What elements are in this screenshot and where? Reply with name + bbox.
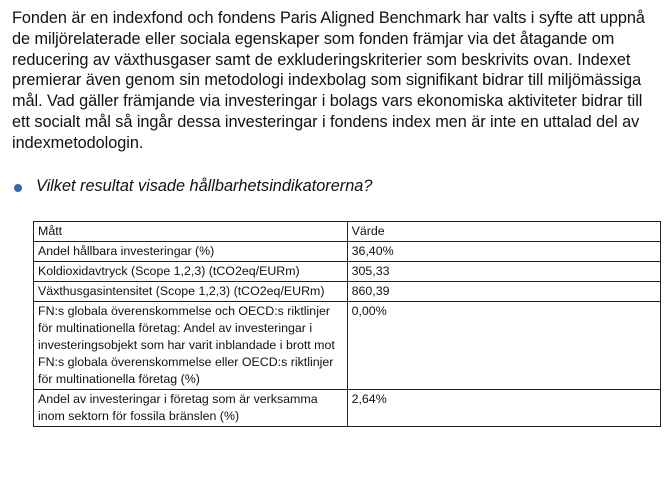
question-text: Vilket resultat visade hållbarhetsindikatorerna? bbox=[36, 177, 373, 195]
bullet-icon bbox=[14, 184, 22, 192]
cell-measure: Växthusgasintensitet (Scope 1,2,3) (tCO2eq/EURm) bbox=[34, 282, 348, 302]
question-heading bbox=[8, 176, 658, 196]
cell-value: 2,64% bbox=[347, 390, 660, 427]
header-value: Värde bbox=[347, 222, 660, 242]
cell-value: 0,00% bbox=[347, 302, 660, 390]
cell-measure: Koldioxidavtryck (Scope 1,2,3) (tCO2eq/EURm) bbox=[34, 262, 348, 282]
intro-paragraph: Fonden är en indexfond och fondens Paris Aligned Benchmark har valts i syfte att uppnå de miljörelaterade eller sociala egenskaper som fonden främjar via det åtagande om reducering av växthusgaser samt de exkluderingskriterier som beskrivits ovan. Indexet premierar även genom sin metodologi indexbolag som signifikant bidrar till miljömässiga mål. Vad gäller främjande via investeringar i bolags vars ekonomiska aktiviteter bidrar till ett socialt mål så ingår dessa investeringar i fondens index men är inte en uttalad del av indexmetodologin. bbox=[12, 9, 645, 152]
cell-measure: Andel hållbara investeringar (%) bbox=[34, 242, 348, 262]
cell-value: 860,39 bbox=[347, 282, 660, 302]
cell-value: 36,40% bbox=[347, 242, 660, 262]
cell-measure: FN:s globala överenskommelse och OECD:s riktlinjer för multinationella företag: Andel av investeringar i investeringsobjekt som har varit inblandade i brott mot FN:s globala överenskommelse eller OECD:s riktlinjer för multinationella företag (%) bbox=[34, 302, 348, 390]
cell-measure: Andel av investeringar i företag som är verksamma inom sektorn för fossila bränslen (%) bbox=[34, 390, 348, 427]
table-header-row bbox=[34, 222, 661, 242]
cell-value: 305,33 bbox=[347, 262, 660, 282]
table-row bbox=[34, 302, 661, 390]
table-row bbox=[34, 390, 661, 427]
sustainability-indicators-table bbox=[33, 221, 661, 427]
table-row bbox=[34, 282, 661, 302]
table-row bbox=[34, 242, 661, 262]
header-measure: Mått bbox=[34, 222, 348, 242]
table-row bbox=[34, 262, 661, 282]
